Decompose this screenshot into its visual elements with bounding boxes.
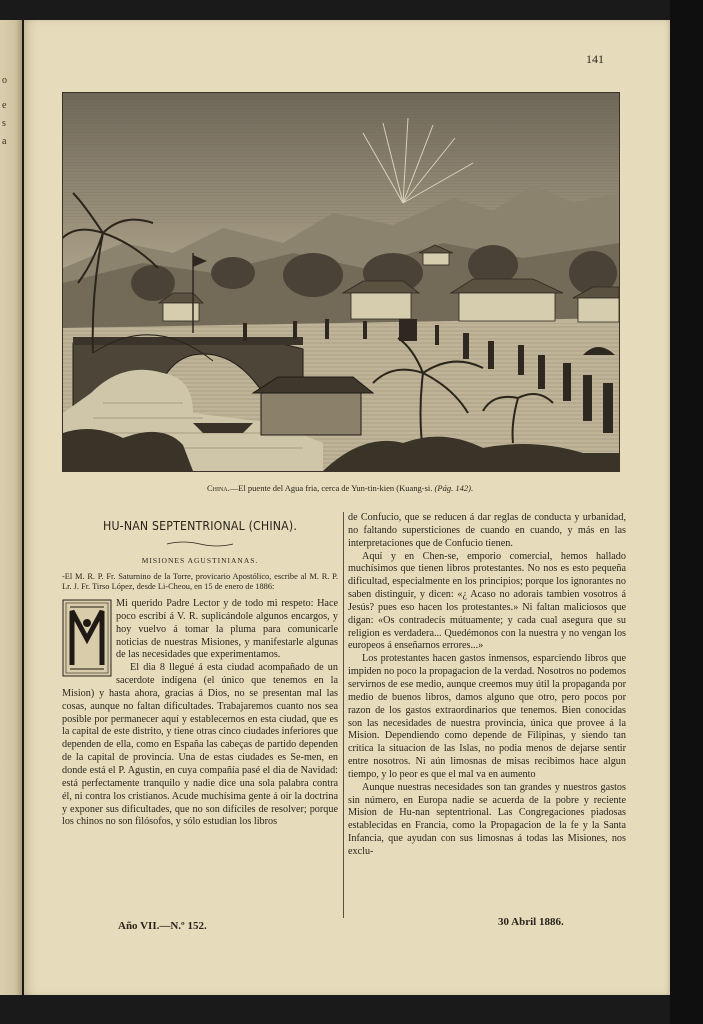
- paragraph: de Confucio, que se reducen á dar reglas de conducta y urbanidad, no faltando supersticiones de cuando en cuando, y más en las interpretaciones que de Confucio tienen.: [348, 512, 626, 549]
- article-byline: -El M. R. P. Fr. Saturnino de la Torre, provicario Apostólico, escribe al M. R. P. Lr. J. Fr. Tirso López, desde Li-Cheou, en 15 de enero de 1886:: [62, 572, 338, 591]
- riverside-pavilion: [253, 377, 373, 435]
- margin-fragment: e: [2, 100, 7, 111]
- margin-fragment: o: [2, 75, 7, 86]
- caption-page-ref: (Pág. 142): [434, 483, 471, 493]
- scan-background: [670, 0, 703, 1024]
- left-column: [62, 512, 338, 829]
- boat: [193, 423, 253, 433]
- illustration-caption: [62, 483, 618, 493]
- right-column: [348, 512, 626, 859]
- adjacent-page-edge: [0, 20, 22, 995]
- caption-lead: China.: [206, 483, 230, 493]
- paragraph: Aquí y en Chen-se, emporio comercial, hemos hallado muchísimos que tienen libros protestantes. No nos es esto pequeña dificultad, especialmente en los principios; porque los ignorantes no saben distinguir, y dicen: «¿ Acaso no adorais tambien vosotros á Jesús? pues eso hacen los protestantes.» Ni faltan maliciosos que digan: «Os contradecís mútuamente; y cada cual asegura que su religion es verdadera... Quedémonos con la nuestra y no vengan los europeos á enseñarnos errores...»: [348, 550, 626, 652]
- margin-fragment: s: [2, 118, 6, 129]
- left-body-text: [62, 598, 338, 829]
- paragraph: Aunque nuestras necesidades son tan grandes y nuestros gastos sin número, en Europa nadie se acuerda de la pobre y reciente Mision de Hu-nan septentrional. Las Congregaciones piadosas establecidas en Francia, como la Propagacion de la fe y la Santa Infancia, que ayudan con sus limosnas á todas las Misiones, nos exclu-: [348, 781, 626, 857]
- issue-number: Año VII.—N.º 152.: [118, 920, 207, 932]
- margin-fragment: a: [2, 136, 7, 147]
- issue-date: 30 Abril 1886.: [498, 916, 564, 928]
- paragraph: El dia 8 llegué á esta ciudad acompañado de un sacerdote indígena (el único que tenemos en la Mision) y hasta ahora, gracias á Dios, no se presentan mal las cosas, aunque no faltan dificultades. Trabajaremos cuanto nos sea posible por permanecer aquí y establecernos en esta ciudad, que es la capital de este distrito, y tiene otras cinco ciudades inferiores que dependen de ella, como en España las cabeças de partido dependen de la capital de provincia. Una de estas ciudades es Se-men, en donde está el P. Agustin, en cuya compañía pasé el dia de Navidad: está perfectamente tranquilo y nadie dice una sola palabra contra él, ni contra los cristianos. Acude muchísima gente á oir la doctrina y exponer sus dificultades, que no son difíciles de resolver; porque los chinos no son filósofos, y sólo estudian los libros: [62, 662, 338, 828]
- caption-text: —El puente del Agua fria, cerca de Yun-tin-kien (Kuang-si.: [229, 483, 433, 493]
- caption-tail: .: [470, 483, 474, 493]
- title-flourish-icon: [165, 540, 235, 548]
- engraving-illustration: [62, 92, 620, 472]
- right-body-text: [348, 512, 626, 859]
- column-divider: [343, 512, 344, 918]
- article-subtitle: MISIONES AGUSTINIANAS.: [141, 556, 259, 565]
- paragraph: Mi querido Padre Lector y de todo mi respeto: Hace poco escribí á V. R. suplicándole algunos encargos, y hoy vuelvo á tomar la pluma para comunicarle noticias de nuestras Misiones, y manifestarle algunas de las necesidades que experimentamos.: [116, 598, 338, 661]
- paragraph: Los protestantes hacen gastos inmensos, esparciendo libros que impiden no poco la propagacion de la verdad. Nosotros no podemos servirnos de ese medio, aunque creemos muy útil la propaganda por medio de buenos libros, damos alguno que otro, pero pocos por razon de los gastos extraordinarios que tenemos. Bien conocidas son las necesidades de nuestra provincia, única que provee á la Mision. Dependiendo como depende de Filipinas, y siendo tan crítica la situacion de las Islas, no podia menos de dejarse sentir entre nosotros. Ni aún limosnas de misas recibimos hace algun tiempo, y lo peor es que el mal va en aumento: [348, 653, 626, 780]
- page-number: 141: [586, 52, 604, 66]
- ornamental-initial-icon: [62, 599, 112, 677]
- article-title: HU-NAN SEPTENTRIONAL (CHINA).: [102, 518, 298, 533]
